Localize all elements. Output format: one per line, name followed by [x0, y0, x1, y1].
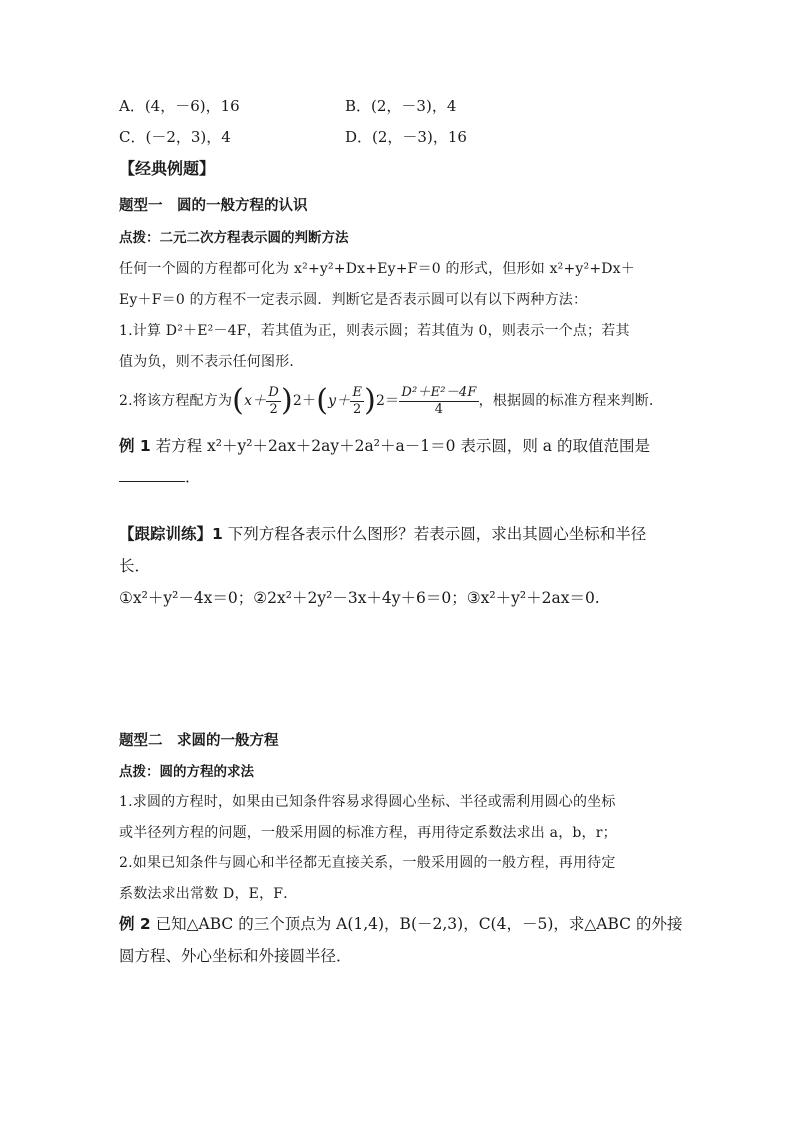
section-header: 【经典例题】 — [119, 159, 216, 178]
type2-method1-line1: 1.求圆的方程时，如果由已知条件容易求得圆心坐标、半径或需利用圆心的坐标 — [119, 794, 616, 810]
left-paren-2: ( — [316, 383, 329, 418]
training1-equations: ①x²＋y²－4x＝0；②2x²＋2y²－3x＋4y＋6＝0；③x²＋y²＋2ax＝0. — [119, 589, 600, 607]
type1-paragraph-line2: Ey＋F＝0 的方程不一定表示圆．判断它是否表示圆可以有以下两种方法： — [119, 292, 588, 308]
example1 — [119, 436, 650, 456]
type2-method1-line2: 或半径列方程的问题，一般采用圆的标准方程，再用待定系数法求出 a，b，r； — [119, 825, 617, 841]
example2 — [119, 914, 682, 934]
example2-line2: 圆方程、外心坐标和外接圆半径． — [119, 947, 352, 965]
training1-line2: 长． — [119, 557, 151, 575]
option-c: C．(－2，3)，4 — [119, 128, 231, 146]
type1-method2 — [119, 382, 663, 420]
fraction-d-over-2: $\frac{D}{2}$ — [268, 384, 279, 417]
type1-paragraph-line1: 任何一个圆的方程都可化为 x²+y²+Dx+Ey+F＝0 的形式，但形如 x²+y²+Dx＋ — [119, 261, 635, 277]
method2-prefix: 2.将该方程配方为 — [119, 393, 233, 409]
example2-text: 已知△ABC 的三个顶点为 A(1,4)，B(－2,3)，C(4，－5)，求△ABC 的外接 — [150, 915, 683, 933]
method2-x-term: x＋ — [244, 393, 267, 409]
example2-label: 例 2 — [119, 915, 151, 933]
type1-title: 题型一 圆的一般方程的认识 — [119, 198, 308, 214]
fraction-e-over-2: $\frac{E}{2}$ — [352, 384, 363, 417]
method2-suffix: ，根据圆的标准方程来判断． — [478, 393, 664, 409]
training1 — [119, 524, 646, 544]
method2-square-plus: 2＋ — [292, 393, 317, 409]
fraction-discriminant: $\frac{\text{D²＋E²－4F}}{4}$ — [401, 384, 477, 417]
type1-tip: 点拨：二元二次方程表示圆的判断方法 — [119, 230, 349, 246]
right-paren-2: ) — [364, 383, 377, 418]
right-paren-1: ) — [281, 383, 293, 418]
option-a: A．(4，－6)，16 — [119, 97, 240, 115]
option-d: D．(2，－3)，16 — [345, 128, 467, 146]
type2-method2-line1: 2.如果已知条件与圆心和半径都无直接关系，一般采用圆的一般方程，再用待定 — [119, 855, 616, 871]
type1-method1-line1: 1.计算 D²＋E²－4F，若其值为正，则表示圆；若其值为 0，则表示一个点；若其 — [119, 323, 630, 339]
type1-method1-line2: 值为负，则不表示任何图形． — [119, 354, 304, 370]
method2-y-term: y＋ — [328, 393, 351, 409]
type2-tip: 点拨：圆的方程的求法 — [119, 764, 254, 780]
answer-blank[interactable] — [119, 467, 185, 482]
training-text: 下列方程各表示什么图形？若表示圆，求出其圆心坐标和半径 — [222, 525, 647, 543]
type2-title: 题型二 求圆的一般方程 — [119, 733, 279, 749]
training-label: 【跟踪训练】1 — [119, 525, 223, 543]
example1-answer-line: ． — [119, 467, 201, 487]
option-b: B．(2，－3)，4 — [345, 97, 457, 115]
type2-method2-line2: 系数法求出常数 D，E，F． — [119, 886, 298, 902]
left-paren-1: ( — [232, 383, 245, 418]
example1-text: 若方程 x²＋y²＋2ax＋2ay＋2a²＋a－1＝0 表示圆，则 a 的取值范围是 — [150, 437, 650, 455]
method2-square-equals: 2＝ — [376, 393, 400, 409]
example1-label: 例 1 — [119, 437, 151, 455]
